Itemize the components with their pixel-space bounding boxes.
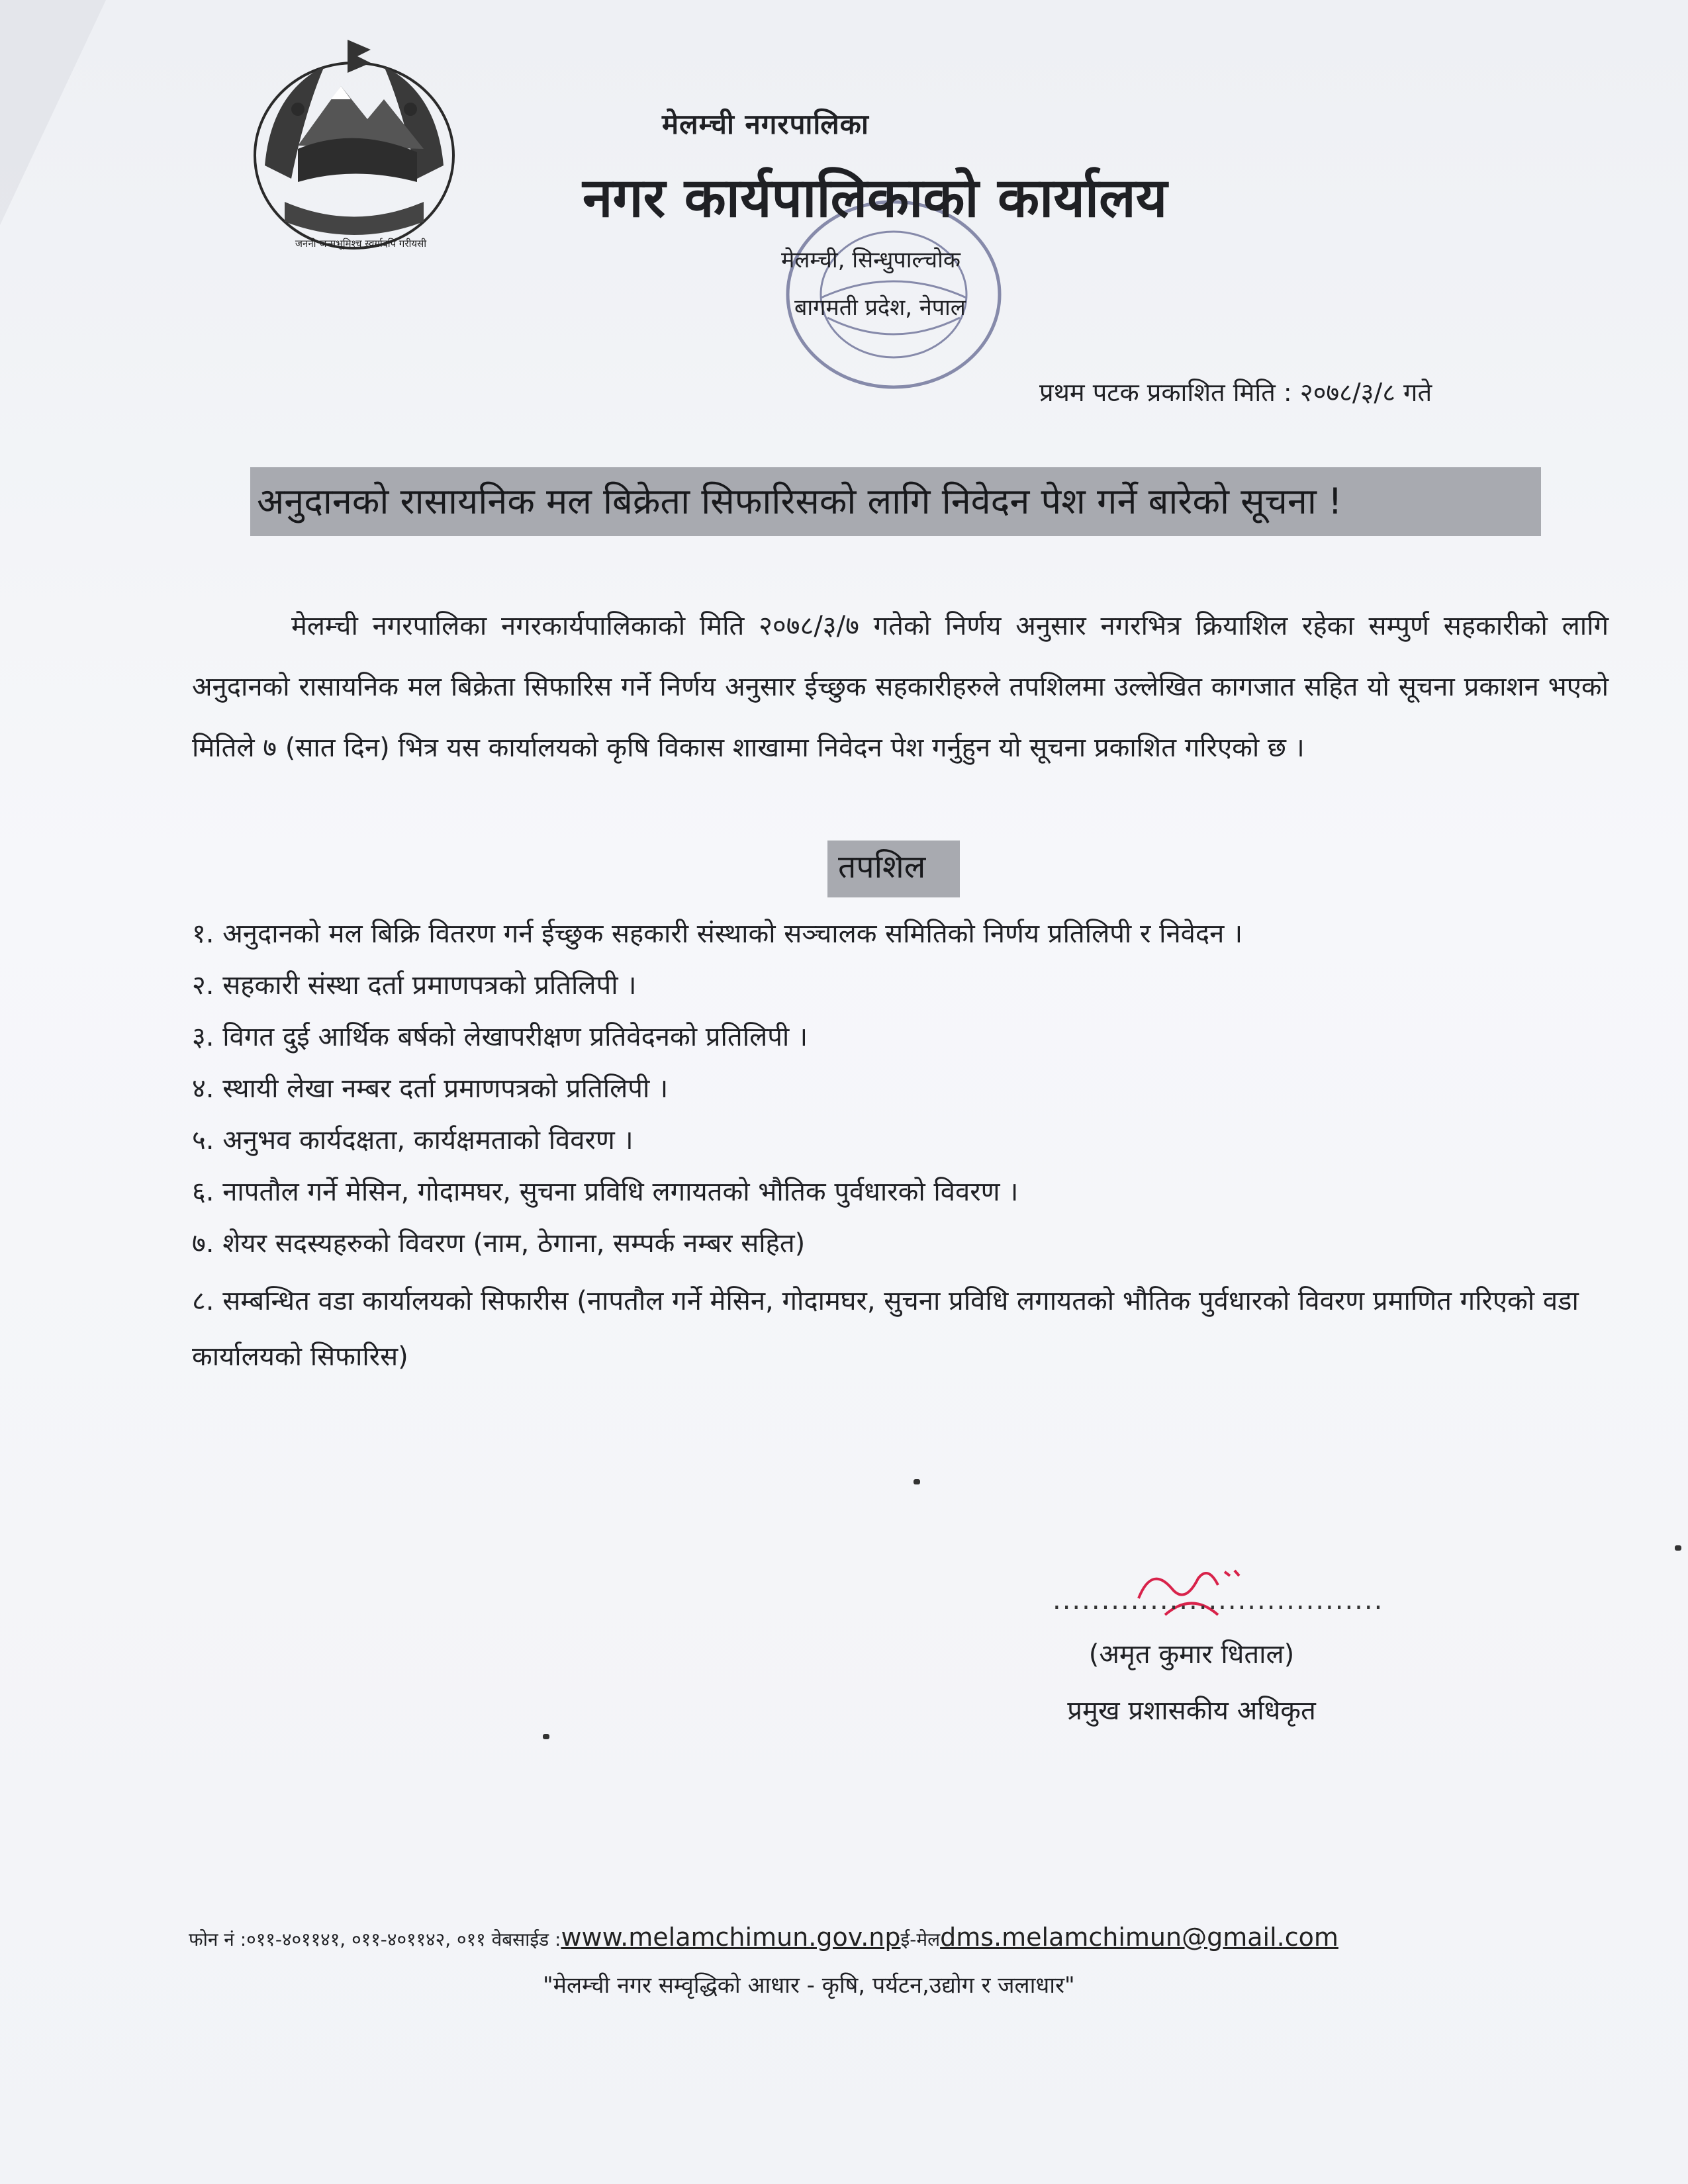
scan-speck (914, 1479, 920, 1484)
website-link[interactable]: www.melamchimun.gov.np (561, 1923, 901, 1952)
signatory-name: (अमृत कुमार धिताल) (1088, 1639, 1295, 1670)
list-item: ३. विगत दुई आर्थिक बर्षको लेखापरीक्षण प्रतिवेदनको प्रतिलिपी । (192, 1022, 808, 1052)
email-link[interactable]: dms.melamchimun@gmail.com (940, 1923, 1338, 1952)
signatory-title: प्रमुख प्रशासकीय अधिकृत (1067, 1696, 1316, 1726)
phone-numbers: फोन नं :०११-४०११४१, ०११-४०११४२, ०११ वेबसाईड : (189, 1929, 561, 1950)
footer-contact (189, 1923, 1688, 1952)
office-address: मेलम्ची, सिन्धुपाल्चोक (781, 247, 961, 273)
nepal-emblem-icon (225, 33, 483, 265)
email-label: ई-मेल (900, 1929, 941, 1950)
office-province: बागमती प्रदेश, नेपाल (794, 295, 966, 321)
office-name: नगर कार्यपालिकाको कार्यालय (583, 167, 1168, 230)
list-item: ८. सम्बन्धित वडा कार्यालयको सिफारीस (नापतौल गर्ने मेसिन, गोदामघर, सुचना प्रविधि लगायतको भौतिक पुर्वधारको विवरण प्रमाणित गरिएको वडा कार्यालयको सिफारिस) (192, 1286, 1579, 1372)
list-item: २. सहकारी संस्था दर्ता प्रमाणपत्रको प्रतिलिपी । (192, 970, 637, 1001)
list-item: ५. अनुभव कार्यदक्षता, कार्यक्षमताको विवरण । (192, 1125, 633, 1156)
notice-body: मेलम्ची नगरपालिका नगरकार्यपालिकाको मिति २०७८/३/७ गतेको निर्णय अनुसार नगरभित्र क्रियाशिल रहेका सम्पुर्ण सहकारीको लागि अनुदानको रासायनिक मल बिक्रेता सिफारिस गर्ने निर्णय अनुसार ईच्छुक सहकारीहरुले तपशिलमा उल्लेखित कागजात सहित यो सूचना प्रकाशन भएको मितिले ७ (सात दिन) भित्र यस कार्यालयको कृषि विकास शाखामा निवेदन पेश गर्नुहुन यो सूचना प्रकाशित गरिएको छ । (192, 611, 1609, 763)
scan-speck (543, 1734, 549, 1739)
published-date: प्रथम पटक प्रकाशित मिति : २०७८/३/८ गते (1039, 378, 1432, 407)
signature-line: .................................. (1053, 1585, 1384, 1615)
municipality-name: मेलम्ची नगरपालिका (662, 108, 869, 140)
footer-motto: "मेलम्ची नगर सम्वृद्धिको आधार - कृषि, पर्यटन,उद्योग र जलाधार" (543, 1972, 1075, 1999)
list-item: ७. शेयर सदस्यहरुको विवरण (नाम, ठेगाना, सम्पर्क नम्बर सहित) (192, 1228, 806, 1259)
list-item: १. अनुदानको मल बिक्रि वितरण गर्न ईच्छुक सहकारी संस्थाको सञ्चालक समितिको निर्णय प्रतिलिपी र निवेदन । (192, 919, 1243, 949)
requirements-list (192, 908, 1622, 1385)
page-fold (0, 0, 106, 225)
list-heading: तपशिल (838, 848, 926, 886)
emblem-motto: जननी जन्मभूमिश्च स्वर्गादपि गरीयसी (295, 238, 427, 250)
list-item: ४. स्थायी लेखा नम्बर दर्ता प्रमाणपत्रको प्रतिलिपी । (192, 1073, 669, 1104)
notice-title: अनुदानको रासायनिक मल बिक्रेता सिफारिसको लागि निवेदन पेश गर्ने बारेको सूचना ! (250, 467, 1541, 536)
scan-speck (1675, 1545, 1681, 1551)
list-item: ६. नापतौल गर्ने मेसिन, गोदामघर, सुचना प्रविधि लगायतको भौतिक पुर्वधारको विवरण । (192, 1177, 1019, 1207)
